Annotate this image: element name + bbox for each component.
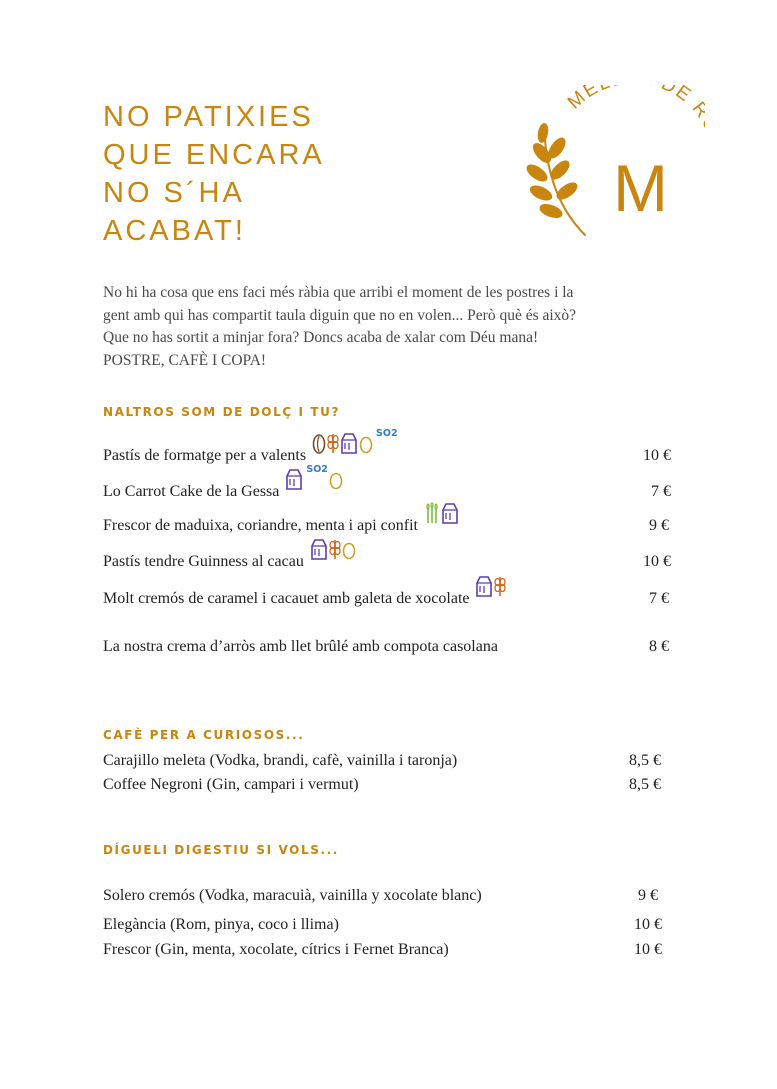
olive-branch-icon	[525, 123, 585, 235]
egg-icon	[342, 538, 356, 560]
item-price: 8,5 €	[629, 776, 661, 793]
so2-icon: SO2	[376, 428, 398, 439]
item-name: La nostra crema d’arròs amb llet brûlé amb compota casolana	[103, 638, 498, 655]
item-name: Carajillo meleta (Vodka, brandi, cafè, vainilla i taronja)	[103, 752, 458, 769]
intro-line: POSTRE, CAFÈ I COPA!	[103, 351, 267, 369]
item-name: Coffee Negroni (Gin, campari i vermut)	[103, 776, 359, 793]
allergen-icons	[312, 428, 398, 454]
section-title-desserts: NALTROS SOM DE DOLÇ I TU?	[103, 405, 341, 419]
title-line: ACABAT!	[103, 215, 246, 247]
nuts-icon	[312, 432, 326, 454]
item-name: Elegància (Rom, pinya, coco i llima)	[103, 916, 339, 933]
title-line: NO S´HA	[103, 177, 245, 209]
gluten-icon	[327, 432, 339, 454]
menu-item	[103, 879, 668, 905]
item-price: 10 €	[643, 553, 671, 570]
menu-item	[103, 908, 668, 934]
menu-item	[103, 509, 678, 535]
item-price: 9 €	[649, 517, 669, 534]
intro-line: No hi ha cosa que ens faci més ràbia que arribi el moment de les postres i la	[103, 284, 574, 301]
celery-icon	[424, 502, 440, 524]
milk-icon	[475, 575, 493, 597]
meleta-de-romer-logo	[515, 85, 705, 250]
section-title-coffee: CAFÈ PER A CURIOSOS...	[103, 728, 305, 742]
milk-icon	[285, 468, 303, 490]
allergen-icons	[285, 464, 343, 490]
menu-item	[103, 545, 678, 571]
section-title-digestif: DÍGUELI DIGESTIU SI VOLS...	[103, 843, 339, 857]
item-price: 9 €	[638, 887, 658, 904]
milk-icon	[310, 538, 328, 560]
item-name: Pastís de formatge per a valents	[103, 447, 307, 464]
gluten-icon	[494, 575, 506, 597]
menu-item	[103, 630, 678, 656]
allergen-icons	[310, 538, 356, 560]
so2-icon: SO2	[306, 464, 328, 475]
item-name: Frescor de maduixa, coriandre, menta i api confit	[103, 517, 418, 534]
intro-line: Que no has sortit a minjar fora? Doncs acaba de xalar com Déu mana!	[103, 329, 539, 346]
item-price: 10 €	[634, 916, 662, 933]
item-price: 8 €	[649, 638, 669, 655]
menu-item	[103, 464, 678, 501]
item-name: Lo Carrot Cake de la Gessa	[103, 483, 280, 500]
milk-icon	[441, 502, 459, 524]
allergen-icons	[475, 575, 506, 597]
title-line: QUE ENCARA	[103, 139, 325, 171]
item-name: Frescor (Gin, menta, xocolate, cítrics i Fernet Branca)	[103, 941, 449, 958]
item-name: Solero cremós (Vodka, maracuià, vainilla y xocolate blanc)	[103, 887, 482, 904]
logo-arc-text: ME DE	[563, 85, 696, 114]
menu-item	[103, 744, 668, 770]
item-price: 7 €	[651, 483, 671, 500]
logo-letter: M	[613, 151, 668, 225]
page-title	[103, 98, 325, 250]
gluten-icon	[329, 538, 341, 560]
item-price: 10 €	[634, 941, 662, 958]
item-name: Pastís tendre Guinness al cacau	[103, 553, 304, 570]
menu-item	[103, 768, 668, 794]
intro-line: gent amb qui has compartit taula diguin que no en volen... Però què és això?	[103, 306, 577, 324]
item-price: 10 €	[643, 447, 671, 464]
allergen-icons	[424, 502, 459, 524]
milk-icon	[340, 432, 358, 454]
item-price: 7 €	[649, 590, 669, 607]
menu-item	[103, 933, 668, 959]
title-line: NO PATIXIES	[103, 101, 314, 133]
item-price: 8,5 €	[629, 752, 661, 769]
intro-paragraph	[103, 282, 683, 372]
item-name: Molt cremós de caramel i cacauet amb galeta de xocolate	[103, 590, 470, 607]
menu-item	[103, 428, 678, 465]
egg-icon	[329, 468, 343, 490]
menu-item	[103, 582, 678, 608]
egg-icon	[359, 432, 373, 454]
